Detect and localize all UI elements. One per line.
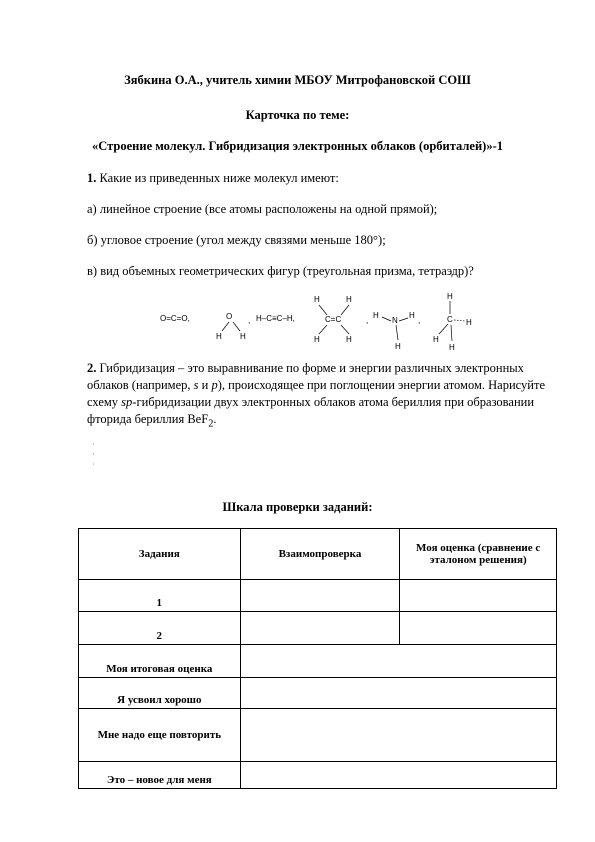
card-title: Карточка по теме: — [245, 108, 350, 122]
water-h2: H — [240, 332, 246, 341]
ammonia-n: N — [392, 316, 398, 325]
table-row — [79, 678, 557, 709]
task2-and: и — [198, 378, 212, 392]
methane-h-right: H — [466, 318, 472, 327]
new-cell[interactable] — [240, 762, 556, 789]
header-peer-check: Взаимопроверка — [240, 529, 400, 580]
water-h1: H — [216, 332, 222, 341]
task1-option-b: б) угловое строение (угол между связями меньше 180°); — [87, 233, 386, 247]
table-row — [79, 762, 557, 789]
methane-h-top: H — [447, 292, 453, 301]
task2-text — [87, 360, 557, 433]
ethylene-h-br: H — [346, 335, 352, 344]
ammonia-h2: H — [409, 311, 415, 320]
task-2-cell: 2 — [79, 612, 241, 645]
ammonia-h3: H — [395, 342, 401, 351]
final-grade-cell[interactable] — [240, 645, 556, 678]
separator-1: , — [248, 316, 251, 325]
table-row — [79, 709, 557, 762]
task1-number: 1. — [87, 171, 97, 185]
peer-check-1-cell[interactable] — [240, 580, 400, 612]
task2-number: 2. — [87, 361, 97, 375]
table-header-row — [79, 529, 557, 580]
task1-text: Какие из приведенных ниже молекул имеют: — [96, 171, 339, 185]
separator-3: , — [418, 316, 421, 325]
task2-p: p — [211, 378, 218, 392]
methane-h-left: H — [433, 335, 439, 344]
water-oxygen: O — [226, 312, 233, 321]
methane-c: C — [447, 315, 453, 324]
my-grade-1-cell[interactable] — [400, 580, 557, 612]
table-row — [79, 612, 557, 645]
table-row — [79, 645, 557, 678]
topic-title: «Строение молекул. Гибридизация электронных облаков (орбиталей)»-1 — [92, 139, 503, 153]
methane-h-bottom: H — [449, 343, 455, 352]
co2-formula: O=C=O, — [160, 314, 190, 323]
separator-2: , — [366, 316, 369, 325]
task2-part3: -гибридизации двух электронных облаков атома бериллия при образовании фторида бериллия BeF — [87, 395, 535, 426]
header-tasks: Задания — [79, 529, 241, 580]
ethylene-cc: C=C — [325, 315, 342, 324]
header-my-grade: Моя оценка (сравнение с эталоном решения) — [400, 529, 557, 580]
task2-part1: Гибридизация – это выравнивание по форме и энергии различных электронных облаков (например, — [87, 361, 524, 392]
task-1-cell: 1 — [79, 580, 241, 612]
learned-label: Я усвоил хорошо — [79, 678, 241, 709]
ethylene-h-bl: H — [314, 335, 320, 344]
scale-title: Шкала проверки заданий: — [222, 500, 373, 514]
acetylene-formula: H–C≡C–H, — [256, 314, 295, 323]
task2-end: . — [213, 412, 217, 426]
new-label: Это – новое для меня — [79, 762, 241, 789]
task2-sp: sp — [121, 395, 133, 409]
task1-option-a: а) линейное строение (все атомы расположены на одной прямой); — [87, 202, 438, 216]
my-grade-2-cell[interactable] — [400, 612, 557, 645]
ethylene-h-tl: H — [314, 295, 320, 304]
task1-option-c: в) вид объемных геометрических фигур (треугольная призма, тетраэдр)? — [87, 264, 474, 278]
table-row — [79, 580, 557, 612]
author-line: Зябкина О.А., учитель химии МБОУ Митрофановской СОШ — [124, 73, 471, 87]
ammonia-h1: H — [373, 311, 379, 320]
final-grade-label: Моя итоговая оценка — [79, 645, 241, 678]
repeat-cell[interactable] — [240, 709, 556, 762]
task2-sub: 2 — [208, 418, 214, 430]
repeat-label: Мне надо еще повторить — [79, 709, 241, 762]
learned-cell[interactable] — [240, 678, 556, 709]
task2-part2: ), происходящее при поглощении энергии атомом. Нарисуйте схему — [87, 378, 545, 409]
molecule-formulas — [160, 288, 480, 354]
task1-question — [87, 170, 557, 187]
peer-check-2-cell[interactable] — [240, 612, 400, 645]
ethylene-h-tr: H — [346, 295, 352, 304]
faint-marks: · · · — [92, 440, 95, 469]
scale-table — [78, 528, 557, 789]
task2-s: s — [193, 378, 199, 392]
